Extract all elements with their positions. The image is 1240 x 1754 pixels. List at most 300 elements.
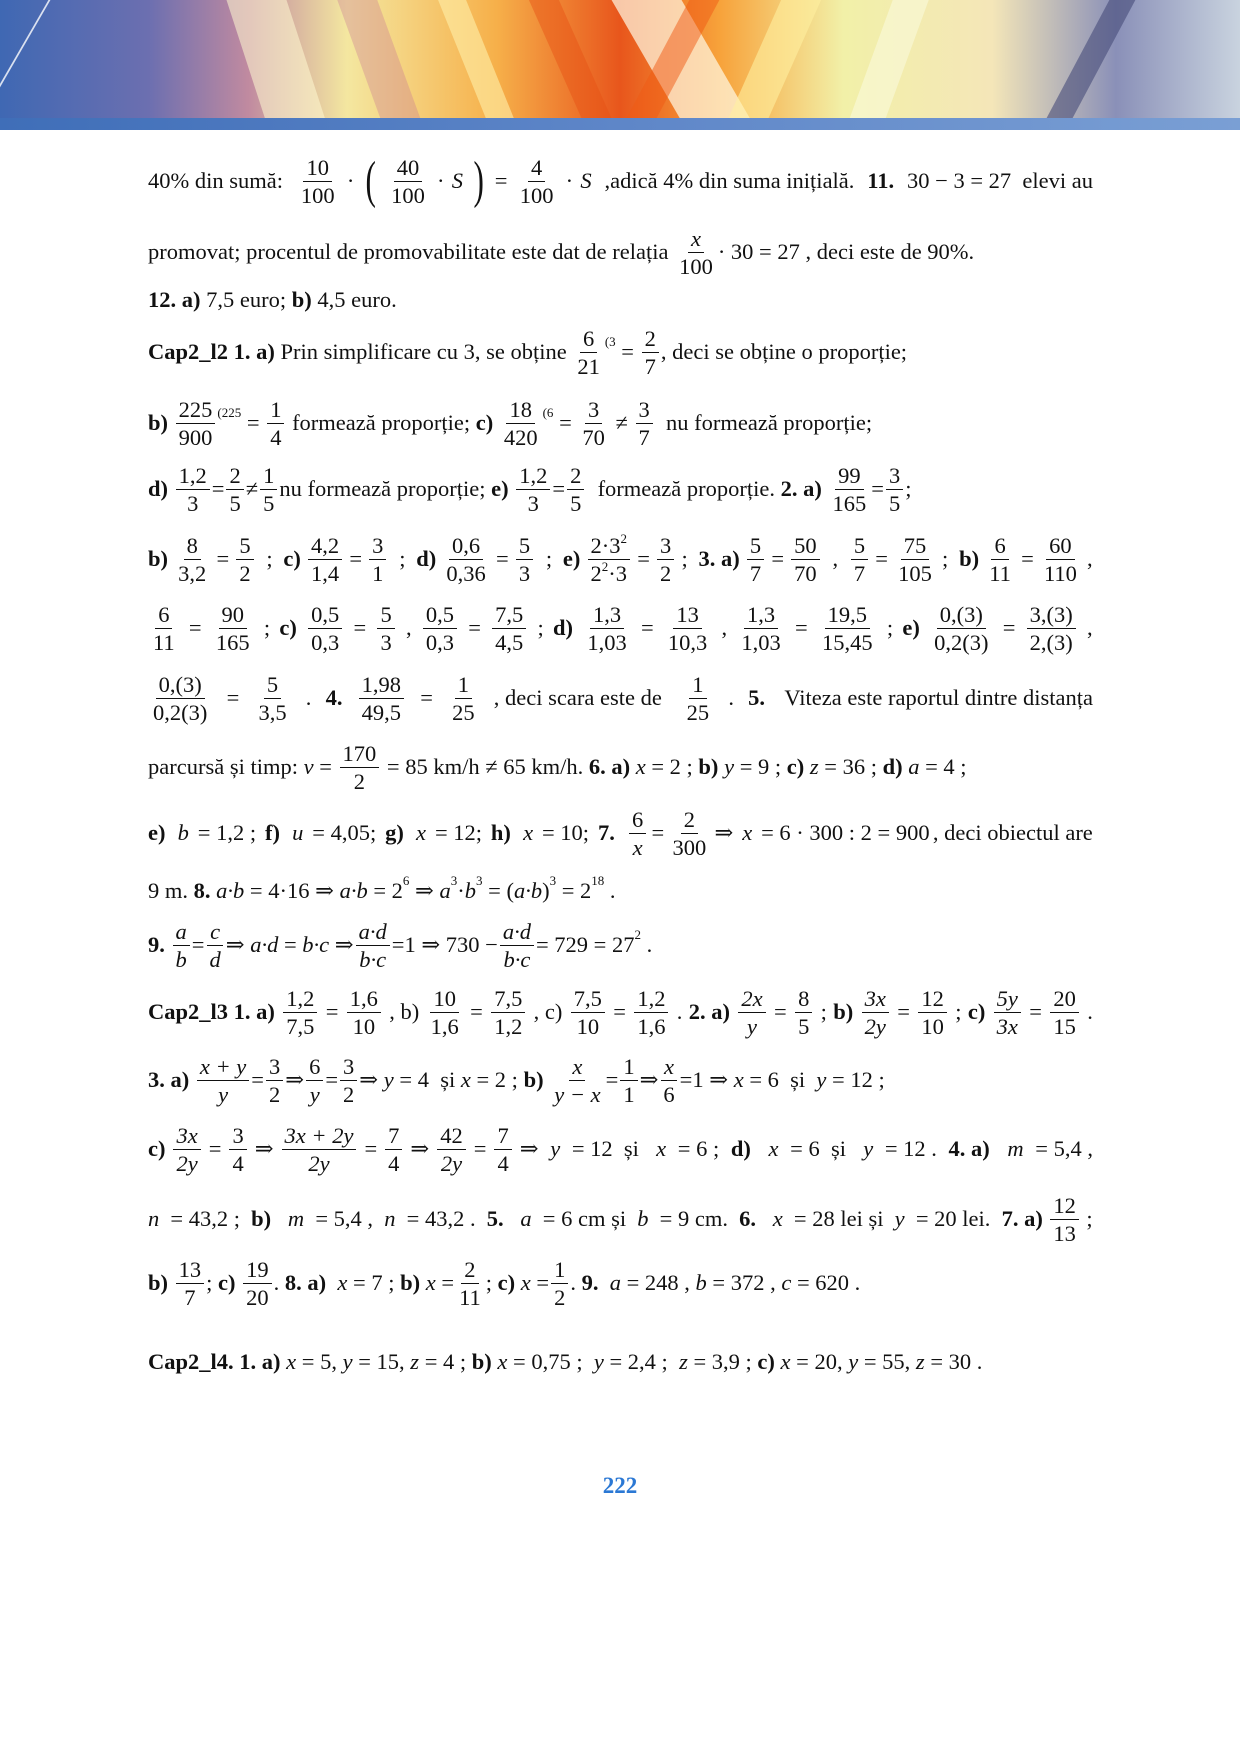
fraction — [428, 985, 462, 1040]
bold-label: 9. — [148, 932, 165, 957]
numerator — [862, 985, 889, 1013]
fraction — [791, 532, 820, 587]
text-run: 19,5 — [827, 601, 867, 627]
text-run: 25 — [452, 699, 475, 725]
math-variable: x — [520, 1270, 531, 1295]
math-variable: 5y — [996, 985, 1018, 1011]
numerator — [260, 462, 277, 490]
text-run: 6 — [158, 601, 170, 627]
bold-label: b) — [523, 1067, 544, 1092]
denominator — [747, 560, 764, 587]
fraction — [994, 985, 1021, 1040]
fraction — [567, 462, 584, 517]
denominator — [620, 1081, 637, 1108]
text-run: = 55, — [858, 1349, 916, 1374]
text-run: 10 — [306, 154, 329, 180]
text-run: ⇒ — [714, 820, 739, 845]
text-run: = — [552, 476, 566, 501]
numerator — [184, 532, 201, 560]
text-line — [148, 1117, 1093, 1181]
text-run: 10 — [352, 1013, 376, 1039]
numerator — [506, 396, 535, 424]
denominator — [491, 1013, 525, 1040]
text-run: = — [640, 615, 654, 640]
bold-label: c) — [218, 1270, 236, 1295]
math-variable: m — [287, 1206, 305, 1231]
text-run: 2 — [268, 1081, 281, 1107]
fraction — [456, 1256, 484, 1311]
text-run: 1,98 — [361, 671, 402, 697]
denominator — [501, 424, 541, 451]
text-run: = — [364, 1136, 378, 1161]
text-run — [598, 1270, 609, 1296]
text-run: = 6 și — [743, 1067, 817, 1092]
fraction — [886, 462, 903, 517]
fraction — [795, 985, 812, 1040]
math-variable: x + y — [199, 1053, 247, 1079]
denominator — [642, 353, 659, 380]
fraction — [308, 601, 342, 656]
math-variable: a·d — [502, 918, 531, 944]
bold-label: 7. — [597, 820, 615, 845]
math-variable: 3x — [864, 985, 886, 1011]
text-run: ; — [955, 999, 962, 1024]
denominator — [931, 629, 991, 656]
text-run: = 5,4 , — [1029, 1136, 1093, 1161]
bold-label: e) — [562, 546, 581, 571]
math-variable: x — [572, 1053, 583, 1079]
text-run: = — [241, 410, 266, 435]
text-run: ≠ — [609, 410, 634, 435]
fraction — [588, 532, 631, 587]
numerator — [306, 1053, 323, 1081]
bold-label: b) — [148, 546, 169, 571]
math-variable: m — [1007, 1136, 1024, 1161]
text-run: 1,2 — [178, 462, 207, 488]
bold-label: 5. — [486, 1206, 504, 1231]
text-run: formează proporție. — [586, 476, 781, 501]
denominator — [669, 834, 709, 861]
fraction — [551, 1053, 603, 1108]
text-run: 13 — [178, 1256, 202, 1282]
text-run: = 729 = 27 — [535, 932, 635, 957]
math-variable: a — [908, 754, 920, 779]
fraction — [1041, 532, 1080, 587]
math-variable: x — [664, 1053, 675, 1079]
fraction — [356, 918, 390, 973]
bold-label: 8. a) — [284, 1270, 327, 1295]
text-run: = — [1021, 546, 1034, 571]
numerator — [571, 985, 605, 1013]
numerator — [359, 671, 404, 699]
denominator — [1027, 629, 1076, 656]
fraction — [437, 1122, 466, 1177]
text-run: = 12 . — [879, 1136, 943, 1161]
fraction — [1027, 601, 1076, 656]
text-run: , b) — [389, 999, 420, 1024]
text-run: 3 — [380, 629, 392, 655]
text-run: = — [191, 932, 205, 957]
text-run: · — [565, 168, 574, 193]
text-run: 0,6 — [452, 532, 481, 558]
text-run: 2 — [343, 1081, 355, 1107]
text-run: = 12; — [429, 820, 488, 845]
text-run: = 4 ; — [419, 1349, 472, 1374]
numerator — [1050, 1192, 1079, 1220]
fraction — [176, 462, 210, 517]
math-variable: n — [384, 1206, 396, 1231]
denominator — [423, 629, 457, 656]
denominator — [517, 182, 557, 209]
text-run: 4,2 — [311, 532, 340, 558]
numerator — [437, 1122, 466, 1150]
text-run: ⇒ — [639, 1067, 659, 1092]
superscript: (225 — [217, 405, 242, 420]
bold-label: b) — [471, 1349, 492, 1374]
text-run: 8 — [798, 985, 810, 1011]
math-variable: a·b — [513, 878, 543, 903]
text-run: 7 — [644, 353, 656, 379]
denominator — [369, 560, 386, 587]
text-run: 2 — [644, 325, 656, 351]
text-run: 1 — [372, 560, 384, 586]
text-run: 3 — [888, 462, 901, 488]
text-run: = 620 . — [791, 1270, 861, 1295]
math-variable: x — [337, 1270, 348, 1295]
math-variable: x — [460, 1067, 471, 1092]
text-run: ; — [1086, 1206, 1093, 1231]
denominator — [579, 424, 608, 451]
numerator — [835, 462, 864, 490]
math-variable: y — [724, 754, 735, 779]
fraction — [918, 985, 947, 1040]
math-variable: y — [593, 1349, 604, 1374]
denominator — [356, 946, 389, 973]
text-run: = — [771, 546, 785, 571]
fraction — [173, 1122, 200, 1177]
denominator — [684, 699, 713, 726]
bold-label: b) — [148, 1270, 169, 1295]
denominator — [176, 424, 216, 451]
text-run: 3 — [343, 1053, 355, 1079]
text-run: 13 — [1053, 1220, 1076, 1246]
fraction — [738, 985, 765, 1040]
text-run: 2 — [229, 462, 241, 488]
fraction — [862, 985, 889, 1040]
denominator — [500, 946, 533, 973]
text-run: · 30 = 27 , deci este de 90%. — [717, 239, 975, 264]
bold-label: d) — [416, 546, 437, 571]
text-run: = 7 ; — [347, 1270, 401, 1295]
math-variable: z — [410, 1349, 420, 1374]
text-run: 50 — [794, 532, 817, 558]
text-run: = 4·16 ⇒ — [244, 878, 340, 903]
fraction — [267, 396, 284, 451]
text-run: 7,5 euro; — [200, 287, 292, 312]
text-run: 3,5 — [258, 699, 287, 725]
page-number: 222 — [602, 1473, 638, 1498]
fraction — [986, 532, 1014, 587]
numerator — [197, 1053, 249, 1081]
text-run: = 6 cm și — [537, 1206, 632, 1231]
text-run: 900 — [178, 424, 213, 450]
math-variable: v — [303, 754, 314, 779]
text-run: = — [530, 1270, 550, 1295]
math-variable: y — [309, 1081, 320, 1107]
bold-label: d) — [730, 1136, 751, 1161]
text-run — [277, 1206, 283, 1232]
denominator — [634, 1013, 668, 1040]
text-run: = — [875, 546, 888, 571]
fraction — [574, 325, 603, 380]
numerator — [155, 601, 172, 629]
math-variable: b — [177, 820, 189, 845]
text-run: 1,2 — [494, 1013, 523, 1039]
text-run: 1,2 — [519, 462, 548, 488]
denominator — [516, 560, 533, 587]
text-run: 0,36 — [446, 560, 486, 586]
text-run: 7 — [853, 560, 866, 586]
text-run: 20 — [1053, 985, 1076, 1011]
denominator — [886, 490, 903, 517]
text-run: 49,5 — [361, 699, 402, 725]
text-run: 7,5 — [286, 1013, 315, 1039]
text-run: 0,3 — [311, 629, 340, 655]
fraction — [500, 918, 534, 973]
numerator — [369, 532, 386, 560]
denominator — [795, 1013, 812, 1040]
text-line — [148, 596, 1093, 660]
bold-label: f) — [265, 820, 280, 845]
text-run: 40% din sumă: — [148, 168, 289, 193]
text-run: = — [1029, 999, 1042, 1024]
text-run: = 4,05; — [306, 820, 382, 845]
numerator — [430, 985, 459, 1013]
numerator — [851, 532, 868, 560]
bold-label: d) — [148, 476, 174, 501]
math-variable: x — [416, 820, 427, 845]
text-run: 99 — [838, 462, 861, 488]
numerator — [744, 601, 778, 629]
text-run: = — [420, 685, 433, 710]
denominator — [851, 560, 868, 587]
math-variable: 3x — [176, 1122, 198, 1148]
numerator — [308, 532, 342, 560]
numerator — [795, 985, 812, 1013]
math-variable: x — [768, 1136, 779, 1161]
numerator — [688, 225, 704, 253]
text-run: = — [313, 754, 338, 779]
text-run: 2 — [464, 1256, 476, 1282]
text-run: 13 — [676, 601, 699, 627]
denominator — [243, 1284, 272, 1311]
denominator — [492, 629, 526, 656]
numerator — [551, 1256, 568, 1284]
text-run: 420 — [503, 424, 538, 450]
text-run: = — [615, 339, 640, 364]
text-run: = 30 . — [924, 1349, 983, 1374]
bold-label: b) — [400, 1270, 421, 1295]
math-variable: 2y — [440, 1150, 463, 1176]
denominator — [305, 1150, 332, 1177]
fraction — [931, 601, 991, 656]
fraction — [669, 806, 709, 861]
fraction — [176, 1256, 205, 1311]
fraction — [491, 985, 525, 1040]
fraction — [636, 396, 653, 451]
numerator — [528, 154, 545, 182]
text-run: 4,5 — [495, 629, 524, 655]
text-line — [148, 1330, 1093, 1394]
text-run: 6 — [309, 1053, 321, 1079]
text-run: = — [468, 615, 481, 640]
bold-label: h) — [490, 820, 511, 845]
text-run: nu formează proporție; — [654, 410, 873, 435]
math-variable: b — [175, 946, 187, 972]
text-run: ⇒ — [329, 932, 354, 957]
fraction — [657, 532, 674, 587]
bold-label: 6. — [739, 1206, 757, 1231]
numerator — [229, 1122, 246, 1150]
numerator — [588, 532, 631, 560]
text-line — [148, 391, 1093, 455]
fraction — [369, 532, 386, 587]
text-run: , deci obiectul are — [932, 820, 1093, 845]
numerator — [657, 532, 674, 560]
text-run — [996, 1136, 1002, 1162]
numerator — [620, 1053, 637, 1081]
text-run: 75 — [903, 532, 927, 558]
numerator — [585, 396, 602, 424]
text-run: . — [305, 685, 312, 710]
text-run: = 9 cm. — [654, 1206, 734, 1231]
math-variable: c — [210, 918, 221, 944]
numerator — [567, 462, 584, 490]
text-run: 1 — [457, 671, 469, 697]
fraction — [584, 601, 629, 656]
fraction — [551, 1256, 568, 1311]
text-run: 20 — [246, 1284, 269, 1310]
fraction — [255, 671, 289, 726]
text-run: 1,6 — [349, 985, 378, 1011]
numerator — [303, 154, 332, 182]
text-run: 10 — [576, 1013, 600, 1039]
text-run: 7 — [749, 560, 762, 586]
denominator — [744, 1013, 760, 1040]
denominator — [443, 560, 488, 587]
denominator — [307, 1081, 323, 1108]
bold-label: 5. — [748, 685, 765, 710]
numerator — [243, 1256, 272, 1284]
text-run: 5 — [239, 532, 251, 558]
fraction — [283, 985, 317, 1040]
text-run: = — [470, 999, 483, 1024]
text-run: = — [208, 1136, 222, 1161]
text-run: , — [1087, 615, 1093, 640]
text-run: = 20 lei. — [910, 1206, 997, 1231]
text-run: 10 — [433, 985, 456, 1011]
denominator — [567, 490, 584, 517]
bold-label: 11. — [867, 168, 895, 193]
fraction — [494, 1122, 511, 1177]
numerator — [266, 1053, 283, 1081]
bold-label: c) — [967, 999, 986, 1024]
numerator — [937, 601, 986, 629]
text-run: . — [1087, 999, 1093, 1024]
superscript: 2 — [620, 530, 628, 546]
text-run: ,adică 4% din suma inițială. — [598, 168, 861, 193]
text-run: 5 — [749, 532, 762, 558]
fraction — [206, 918, 223, 973]
bold-label: c) — [786, 754, 805, 779]
numerator — [492, 601, 526, 629]
text-run: 7,5 — [573, 985, 602, 1011]
text-run: 0,2(3) — [934, 629, 989, 655]
text-run: 100 — [679, 253, 713, 279]
numerator — [569, 1053, 585, 1081]
math-variable: a·b — [216, 878, 245, 903]
text-run: = 6 ; — [672, 1136, 725, 1161]
text-run: 5 — [570, 490, 582, 516]
superscript: (6 — [542, 405, 554, 420]
text-run: 105 — [898, 560, 932, 586]
text-run: 19 — [246, 1256, 269, 1282]
text-run: = — [897, 999, 910, 1024]
bold-label: Cap2_l3 1. a) — [148, 999, 275, 1024]
text-run: ⇒ — [409, 878, 440, 903]
bold-label: 3. a) — [148, 1067, 190, 1092]
math-variable: z — [679, 1349, 688, 1374]
text-run: 0,5 — [311, 601, 340, 627]
math-variable: u — [292, 820, 304, 845]
denominator — [255, 699, 289, 726]
denominator — [388, 182, 428, 209]
text-run: 0,2(3) — [153, 699, 208, 725]
numerator — [994, 985, 1021, 1013]
bold-label: Cap2_l4. 1. a) — [148, 1349, 281, 1374]
text-run: 1,6 — [637, 1013, 666, 1039]
numerator — [629, 806, 646, 834]
text-run: , c) — [533, 999, 563, 1024]
text-run: 4 — [530, 154, 543, 180]
denominator — [428, 1013, 462, 1040]
denominator — [351, 768, 368, 795]
text-run: 2·3 — [590, 532, 621, 558]
superscript: 2 — [634, 927, 641, 942]
text-run: 4 — [388, 1150, 400, 1176]
numerator — [516, 462, 550, 490]
text-run: 90 — [221, 601, 244, 627]
fraction — [501, 396, 541, 451]
math-variable: x — [425, 1270, 436, 1295]
text-line — [148, 1251, 1093, 1315]
numerator — [590, 601, 624, 629]
numerator — [377, 601, 394, 629]
text-run: ≠ — [245, 476, 259, 501]
math-variable: S — [451, 168, 464, 193]
text-run: = — [605, 1067, 619, 1092]
text-run: 3 — [588, 396, 600, 422]
fraction — [747, 532, 764, 587]
fraction — [236, 532, 253, 587]
denominator — [449, 699, 478, 726]
text-run: =1 ⇒ — [679, 1067, 734, 1092]
text-run: = — [211, 476, 225, 501]
text-run: 60 — [1049, 532, 1072, 558]
text-run: 4 — [232, 1150, 244, 1176]
denominator — [340, 1081, 357, 1108]
math-variable: 2y — [176, 1150, 198, 1176]
